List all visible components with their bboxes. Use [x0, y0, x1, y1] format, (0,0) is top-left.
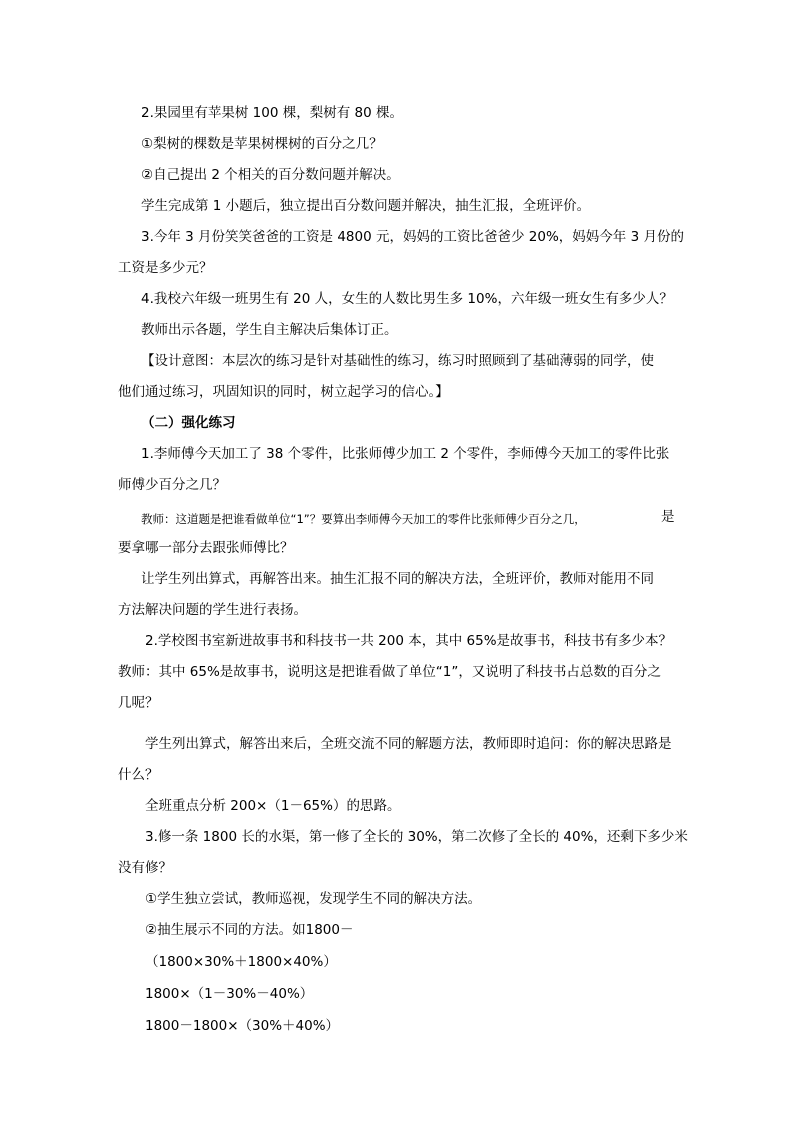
exercise-2-activity-line-2: 什么？ — [118, 767, 159, 783]
exercise-3-line-1: 3.修一条 1800 长的水渠，第一修了全长的 30%，第二次修了全长的 40%，还剩下多少米 — [145, 829, 688, 845]
exercise-3-line-2: 没有修？ — [118, 860, 172, 876]
problem-4-text: 4.我校六年级一班男生有 20 人，女生的人数比男生多 10%，六年级一班女生有多少人？ — [141, 291, 673, 307]
exercise-1-line-2: 师傅少百分之几？ — [118, 477, 226, 493]
design-intent-line-2: 他们通过练习，巩固知识的同时，树立起学习的信心。】 — [118, 384, 449, 400]
problem-2-text: 2.果园里有苹果树 100 棵，梨树有 80 棵。 — [141, 105, 403, 121]
problem-2-question-1: ①梨树的棵数是苹果树棵树的百分之几？ — [141, 136, 383, 152]
teacher-question-1: 教师：这道题是把谁看做单位“1”？要算出李师傅今天加工的零件比张师傅少百分之几， — [141, 512, 586, 526]
exercise-1-activity-line-1: 让学生列出算式，再解答出来。抽生汇报不同的解决方法，全班评价，教师对能用不同 — [141, 571, 654, 587]
teacher-question-2-line-2: 几呢？ — [118, 695, 159, 711]
exercise-2-activity-line-1: 学生列出算式，解答出来后，全班交流不同的解题方法，教师即时追问：你的解决思路是 — [145, 736, 672, 752]
formula-1: （1800×30%＋1800×40%） — [145, 954, 337, 970]
exercise-1-activity-line-2: 方法解决问题的学生进行表扬。 — [118, 602, 307, 618]
problem-2-question-2: ②自己提出 2 个相关的百分数问题并解决。 — [141, 167, 400, 183]
teacher-question-1-line-2: 要拿哪一部分去跟张师傅比？ — [118, 540, 294, 556]
problem-2-note: 学生完成第 1 小题后，独立提出百分数问题并解决，抽生汇报，全班评价。 — [141, 198, 591, 214]
formula-2: 1800×（1－30%－40%） — [145, 986, 314, 1002]
problem-3-text-line-2: 工资是多少元？ — [118, 260, 213, 276]
exercise-3-step-1: ①学生独立尝试，教师巡视，发现学生不同的解决方法。 — [145, 891, 482, 907]
exercise-1-line-1: 1.李师傅今天加工了 38 个零件，比张师傅少加工 2 个零件，李师傅今天加工的零件比张 — [141, 446, 670, 462]
formula-3: 1800－1800×（30%＋40%） — [145, 1018, 340, 1034]
problem-3-text-line-1: 3.今年 3 月份笑笑爸爸的工资是 4800 元，妈妈的工资比爸爸少 20%，妈妈今年 3 月份的 — [141, 229, 684, 245]
teacher-question-1-tail: 是 — [661, 509, 675, 525]
teacher-question-2-line-1: 教师：其中 65%是故事书，说明这是把谁看做了单位“1”，又说明了科技书占总数的百分之 — [118, 664, 661, 680]
design-intent-line-1: 【设计意图：本层次的练习是针对基础性的练习，练习时照顾到了基础薄弱的同学，使 — [141, 353, 654, 369]
teacher-note-1: 教师出示各题，学生自主解决后集体订正。 — [141, 322, 398, 338]
exercise-2-text: 2.学校图书室新进故事书和科技书一共 200 本，其中 65%是故事书，科技书有多少本？ — [145, 633, 673, 649]
section-heading: （二）强化练习 — [141, 415, 236, 431]
exercise-2-analysis: 全班重点分析 200×（1－65%）的思路。 — [145, 798, 401, 814]
exercise-3-step-2: ②抽生展示不同的方法。如1800－ — [145, 922, 354, 938]
